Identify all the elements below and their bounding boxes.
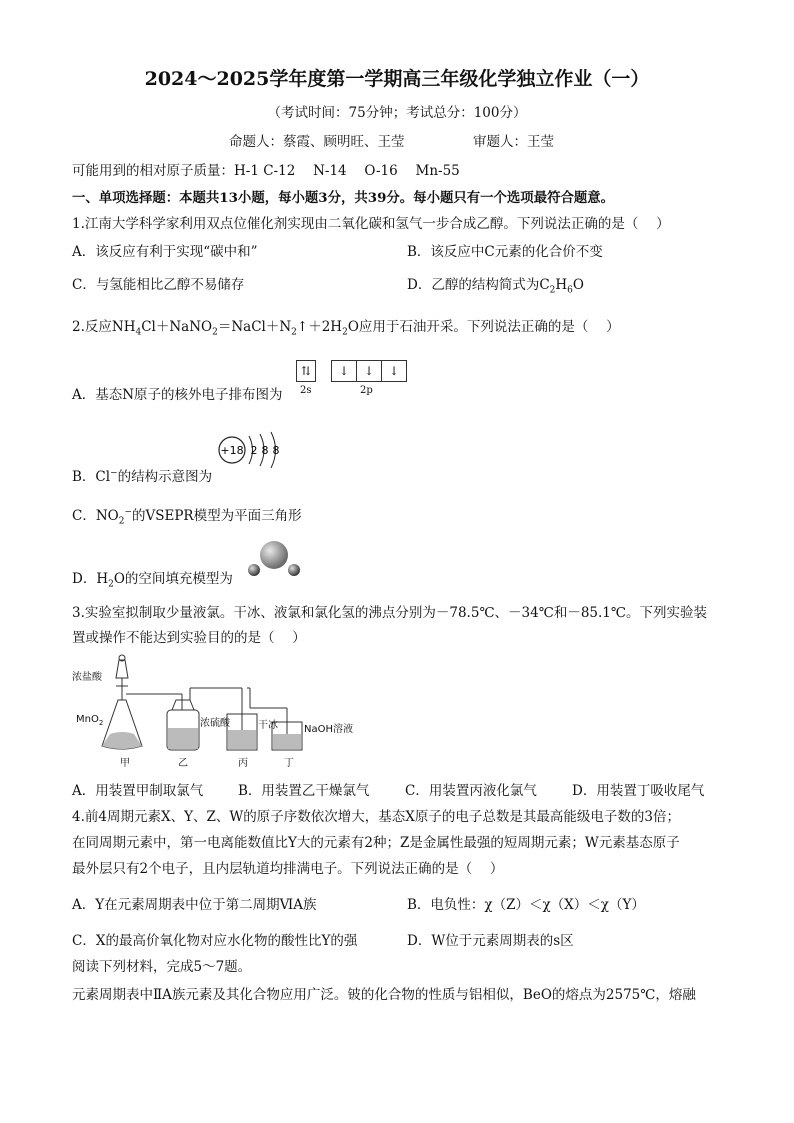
q3-stem-line2: 置或操作不能达到实验目的的是（ ）: [72, 630, 306, 646]
water-space-filling-model: [244, 540, 304, 582]
q4-stem-line2: 在同周期元素中，第一电离能数值比Y大的元素有2种；Z是金属性最强的短周期元素；W元素基态原子: [72, 835, 680, 851]
reviewer: 审题人：王莹: [473, 134, 554, 150]
q2-stem: 2.反应$NH_4Cl+NaNO_2=NaCl+N_2↑+2H_2O$应用于石油开采。下列说法正确的是（ ）: [72, 319, 620, 338]
label-ding: 丁: [284, 758, 294, 769]
label-jia: 甲: [120, 758, 130, 769]
label-yi: 乙: [178, 758, 188, 769]
label-mno2: MnO$_2$: [76, 714, 104, 727]
orbital-2p-cell-1: ↓: [332, 361, 357, 381]
q4-option-c: C．X的最高价氧化物对应水化物的酸性比Y的强: [72, 933, 358, 949]
label-hcl: 浓盐酸: [72, 672, 102, 683]
q3-option-b: B．用装置乙干燥氯气: [238, 783, 370, 799]
q1-option-c: C．与氢能相比乙醇不易储存: [72, 277, 245, 293]
exam-info: （考试时间：75分钟；考试总分：100分）: [267, 105, 527, 121]
orbital-2p-cell-2: ↓: [357, 361, 382, 381]
label-naoh: NaOH溶液: [304, 724, 353, 735]
orbital-2p-cell-3: ↓: [388, 364, 400, 378]
cl-ion-structure-diagram: [216, 428, 286, 472]
q4-option-b: B．电负性：χ（Z）＜χ（X）＜χ（Y）: [407, 897, 645, 913]
orbital-box-2s: [296, 360, 316, 382]
reading-intro: 阅读下列材料，完成5～7题。: [72, 959, 252, 975]
reading-text: 元素周期表中ⅡA族元素及其化合物应用广泛。铍的化合物的性质与铝相似，BeO的熔点为2575℃，熔融: [72, 987, 696, 1003]
orbital-2s-cell: ⇅: [300, 364, 312, 378]
label-bing: 丙: [238, 758, 248, 769]
q4-option-d: D．W位于元素周期表的s区: [407, 933, 574, 949]
q1-option-d: D．乙醇的结构简式为$C_2H_6O$: [407, 277, 584, 296]
apparatus-diagram: [72, 650, 372, 770]
q1-option-a: A．该反应有利于实现“碳中和”: [72, 244, 258, 260]
q2-option-c: C．$NO_2^-$的VSEPR模型为平面三角形: [72, 507, 302, 527]
orbital-label-2p: 2p: [360, 385, 373, 396]
q4-stem-line3: 最外层只有2个电子，且内层轨道均排满电子。下列说法正确的是（ ）: [72, 861, 504, 877]
hydrogen-atom-left: [248, 564, 260, 576]
q3-option-c: C．用装置丙液化氯气: [405, 783, 537, 799]
q3-option-a: A．用装置甲制取氯气: [72, 783, 204, 799]
section-heading: 一、单项选择题：本题共13小题，每小题3分，共39分。每小题只有一个选项最符合题意。: [72, 190, 615, 206]
atomic-masses: 可能用到的相对原子质量：H-1 C-12 N-14 O-16 Mn-55: [72, 163, 460, 179]
q4-option-a: A．Y在元素周期表中位于第二周期ⅥA族: [72, 897, 317, 913]
naoh-liquid: [273, 734, 301, 749]
page-title: 2024～2025学年度第一学期高三年级化学独立作业（一）: [144, 68, 650, 90]
label-dry-ice: 干冰: [258, 720, 278, 731]
hydrogen-atom-right: [288, 564, 300, 576]
setters: 命题人：蔡霞、顾明旺、王莹: [229, 134, 405, 150]
h2so4-liquid: [168, 728, 198, 749]
q2-option-d: D．$H_2O$的空间填充模型为: [72, 571, 233, 590]
nucleus-charge: +18: [220, 444, 244, 457]
orbital-box-2p: [331, 360, 407, 382]
oxygen-atom: [260, 541, 288, 569]
q3-stem-line1: 3.实验室拟制取少量液氯。干冰、液氯和氯化氢的沸点分别为－78.5℃、－34℃和－85.1℃。下列实验装: [72, 605, 707, 621]
shell-electrons-1: 2: [250, 444, 258, 457]
label-h2so4: 浓硫酸: [200, 718, 230, 729]
orbital-label-2s: 2s: [300, 385, 312, 396]
dry-ice-fill: [228, 730, 256, 749]
q2-option-a: A．基态N原子的核外电子排布图为: [72, 387, 283, 403]
shell-electrons-2: 8: [261, 444, 269, 457]
q1-option-b: B．该反应中C元素的化合价不变: [407, 244, 603, 260]
q1-stem: 1.江南大学科学家利用双点位催化剂实现由二氧化碳和氢气一步合成乙醇。下列说法正确的是（ ）: [72, 216, 670, 232]
q3-option-d: D．用装置丁吸收尾气: [572, 783, 705, 799]
q2-option-b: B．Cl−的结构示意图为: [72, 468, 213, 485]
mno2-solid: [102, 732, 142, 749]
shell-electrons-3: 8: [272, 444, 280, 457]
q4-stem-line1: 4.前4周期元素X、Y、Z、W的原子序数依次增大，基态X原子的电子总数是其最高能级电子数的3倍；: [72, 809, 680, 825]
